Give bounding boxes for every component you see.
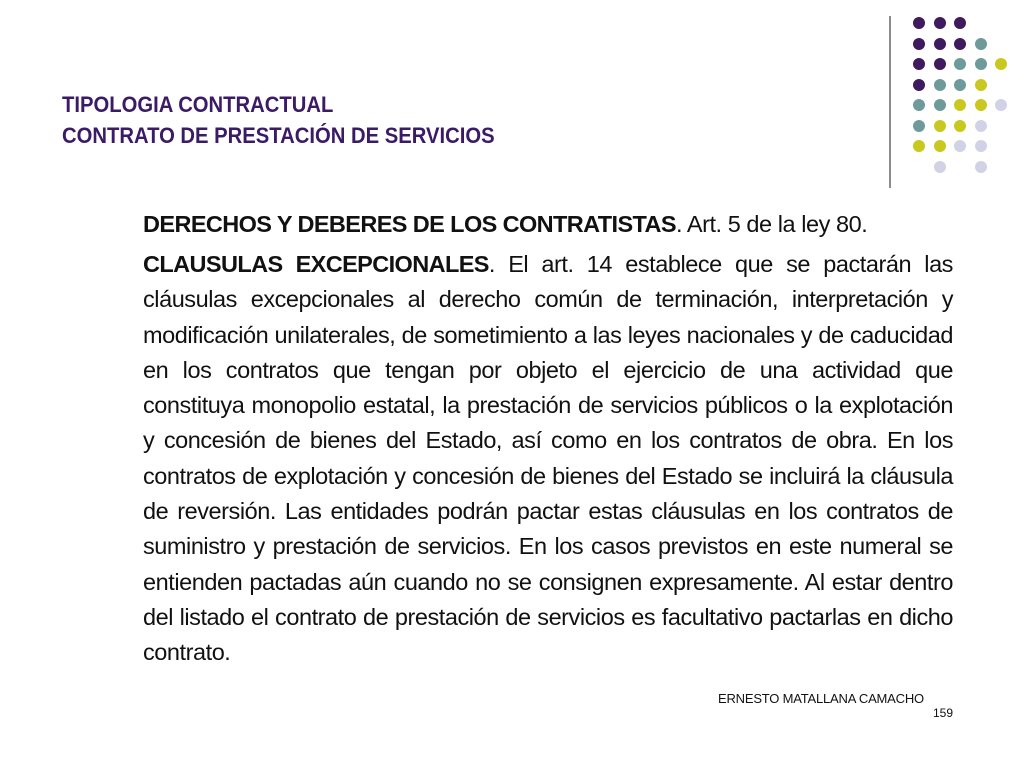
decorative-dot [913,140,925,152]
decorative-dot [934,120,946,132]
decorative-dot [913,99,925,111]
page-number: 159 [933,706,954,720]
decorative-dot [934,161,946,173]
decorative-dot [975,58,987,70]
decorative-dot [934,17,946,29]
decorative-dot [954,58,966,70]
decorative-dot-grid [0,0,1024,200]
decorative-dot [954,79,966,91]
decorative-dot [975,140,987,152]
decorative-dot [975,120,987,132]
slide-body [143,207,953,671]
decorative-dot [954,17,966,29]
decorative-dot [954,99,966,111]
title-line-2: CONTRATO DE PRESTACIÓN DE SERVICIOS [62,123,495,148]
decorative-dot [934,99,946,111]
paragraph-lead: DERECHOS Y DEBERES DE LOS CONTRATISTAS [143,211,677,237]
decorative-dot [995,99,1007,111]
decorative-divider-line [889,16,891,188]
decorative-dot [975,79,987,91]
decorative-dot [913,17,925,29]
decorative-dot [934,140,946,152]
paragraph-clausulas-excepcionales [143,247,953,671]
decorative-dot [913,58,925,70]
paragraph-text: . Art. 5 de la ley 80. [676,211,868,237]
decorative-dot [913,120,925,132]
footer-author: ERNESTO MATALLANA CAMACHO [718,691,924,706]
paragraph-text: . El art. 14 establece que se pactarán las cláusulas excepcionales al derecho común de terminación, interpretación y modificación unilaterales, de sometimiento a las leyes nacionales y de caducidad en los contratos que tengan por objeto el ejercicio de una actividad que constituya monopolio estatal, la prestación de servicios públicos o la explotación y concesión de bienes del Estado, así como en los contratos de obra. En los contratos de explotación y concesión de bienes del Estado se incluirá la cláusula de reversión. Las entidades podrán pactar estas cláusulas en los contratos de suministro y prestación de servicios. En los casos previstos en este numeral se entienden pactadas aún cuando no se consignen expresamente. Al estar dentro del listado el contrato de prestación de servicios es facultativo pactarlas en dicho contrato. [143,251,953,666]
decorative-dot [934,38,946,50]
decorative-dot [934,58,946,70]
decorative-dot [954,140,966,152]
decorative-dot [975,38,987,50]
title-line-1: TIPOLOGIA CONTRACTUAL [62,92,334,117]
decorative-dot [954,38,966,50]
decorative-dot [913,79,925,91]
decorative-dot [975,99,987,111]
decorative-dot [975,161,987,173]
paragraph-derechos-deberes [143,207,953,241]
decorative-dot [934,79,946,91]
decorative-dot [913,38,925,50]
decorative-dot [995,58,1007,70]
paragraph-lead: CLAUSULAS EXCEPCIONALES [143,251,489,277]
decorative-dot [954,120,966,132]
